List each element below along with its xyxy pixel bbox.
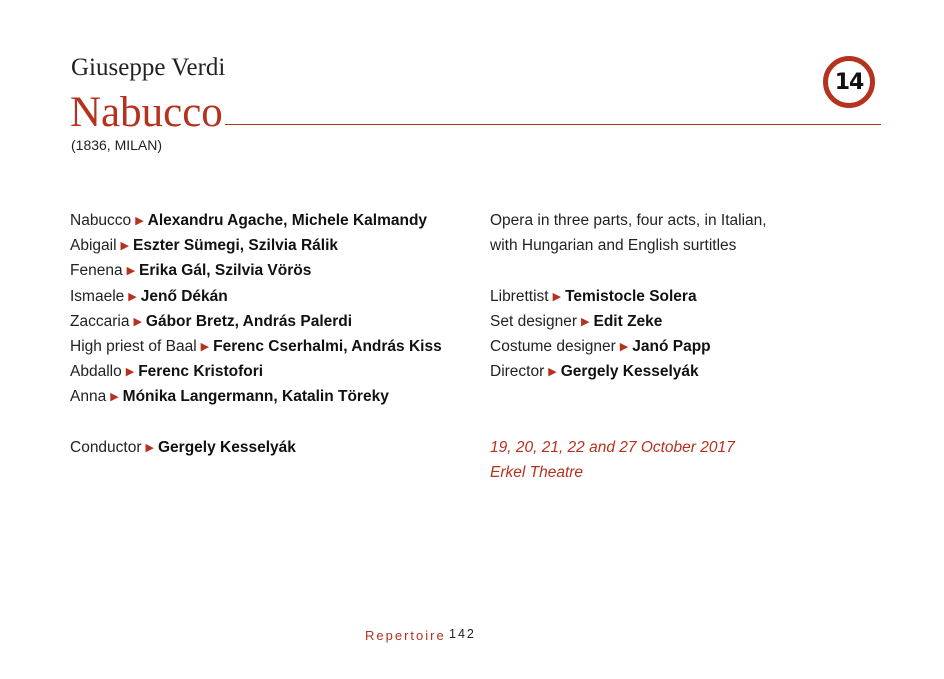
arrow-icon: ▶ [126, 265, 136, 278]
role-label: Anna [70, 388, 107, 406]
role-label: Costume designer [490, 337, 616, 355]
role-label: Abigail [70, 237, 117, 255]
cast-line [70, 284, 442, 309]
arrow-icon: ▶ [552, 290, 562, 303]
page-title: Nabucco [70, 89, 223, 136]
arrow-icon: ▶ [548, 366, 557, 379]
cast-line [70, 384, 442, 409]
performer-names: Eszter Sümegi, Szilvia Rálik [133, 237, 339, 255]
cast-line [70, 334, 442, 359]
performer-names: Ferenc Kristofori [138, 363, 264, 381]
role-label: Nabucco [70, 212, 132, 229]
role-label: Abdallo [70, 363, 122, 381]
role-label: Librettist [490, 287, 549, 305]
performer-names: Jenő Dékán [140, 287, 228, 305]
cast-line [70, 309, 442, 334]
composer-name: Giuseppe Verdi [71, 54, 226, 81]
footer-section-label: Repertoire [365, 628, 446, 643]
arrow-icon: ▶ [145, 441, 154, 454]
premiere-subtitle: (1836, MILAN) [71, 137, 163, 153]
role-label: Director [490, 363, 545, 381]
performer-names: Gergely Kesselyák [157, 438, 296, 456]
description-line: with Hungarian and English surtitles [490, 237, 737, 255]
arrow-icon: ▶ [128, 290, 137, 303]
cast-line [70, 258, 442, 283]
performer-names: Ferenc Cserhalmi, András Kiss [213, 337, 442, 355]
description-line: Opera in three parts, four acts, in Italian, [490, 212, 767, 229]
page-number: 142 [449, 627, 476, 641]
role-label: Conductor [70, 438, 142, 456]
role-label: Zaccaria [70, 312, 130, 330]
spacer [70, 410, 442, 435]
info-column [490, 208, 767, 485]
arrow-icon: ▶ [120, 240, 129, 253]
role-label: Ismaele [70, 287, 125, 305]
creative-names: Janó Papp [632, 337, 711, 355]
arrow-icon: ▶ [581, 315, 590, 328]
performance-dates: 19, 20, 21, 22 and 27 October 2017 [490, 438, 735, 456]
creative-names: Edit Zeke [593, 312, 663, 330]
cast-line [70, 359, 442, 384]
arrow-icon: ▶ [133, 315, 142, 328]
role-label: Fenena [70, 262, 123, 280]
creative-line [490, 359, 767, 384]
cast-line [70, 208, 442, 233]
arrow-icon: ▶ [110, 391, 119, 404]
performer-names: Mónika Langermann, Katalin Töreky [122, 388, 389, 406]
creative-line [490, 334, 767, 359]
role-label: High priest of Baal [70, 337, 197, 355]
arrow-icon: ▶ [125, 366, 135, 379]
creative-names: Gergely Kesselyák [560, 363, 699, 381]
title-rule [225, 124, 881, 125]
conductor-line [70, 435, 442, 460]
cast-line [70, 233, 442, 258]
role-label: Set designer [490, 312, 578, 330]
performer-names: Gábor Bretz, András Palerdi [145, 312, 353, 330]
performer-names: Alexandru Agache, Michele Kalmandy [147, 212, 428, 229]
cast-column [70, 208, 442, 460]
performer-names: Erika Gál, Szilvia Vörös [139, 262, 312, 280]
creative-line [490, 284, 767, 309]
spacer [490, 384, 767, 409]
spacer [490, 258, 767, 283]
creative-line [490, 309, 767, 334]
age-rating-badge: 14 [823, 56, 875, 108]
arrow-icon: ▶ [135, 215, 144, 227]
arrow-icon: ▶ [619, 340, 629, 353]
arrow-icon: ▶ [200, 340, 210, 353]
spacer [490, 410, 767, 435]
creative-names: Temistocle Solera [565, 287, 697, 305]
performance-venue: Erkel Theatre [490, 463, 584, 481]
